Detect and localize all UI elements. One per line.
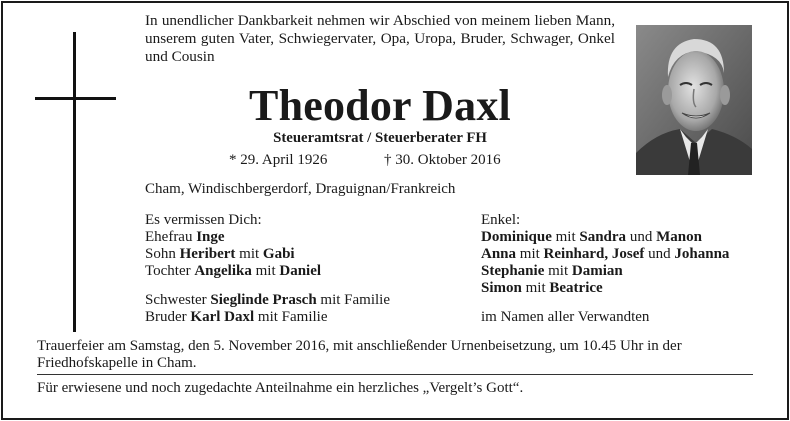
grandchildren-heading: Enkel:	[481, 212, 521, 228]
divider	[37, 374, 753, 375]
mourner-son: Sohn Heribert mit Gabi	[145, 246, 295, 262]
siblings-list	[145, 292, 390, 326]
cross-icon	[73, 32, 76, 332]
grandchild-row: Simon mit Beatrice	[481, 280, 603, 296]
grandchildren-list	[481, 212, 729, 297]
relatives-line: im Namen aller Verwandten	[481, 309, 650, 325]
sibling-brother: Bruder Karl Daxl mit Familie	[145, 309, 328, 325]
intro-text: In unendlicher Dankbarkeit nehmen wir Abschied von meinem lieben Mann, unserem guten Vater, Schwiegervater, Opa, Uropa, Bruder, Schwager, Onkel und Cousin	[145, 12, 615, 65]
cross-icon-bar	[35, 97, 116, 100]
funeral-info: Trauerfeier am Samstag, den 5. November 2016, mit anschließender Urnenbeisetzung, um 10.45 Uhr in der Friedhofskapelle in Cham.	[37, 338, 682, 371]
places: Cham, Windischbergerdorf, Draguignan/Frankreich	[145, 181, 456, 197]
grandchild-row: Anna mit Reinhard, Josef und Johanna	[481, 246, 730, 262]
thanks-text: Für erwiesene und noch zugedachte Anteilnahme ein herzliches „Vergelt’s Gott“.	[37, 380, 524, 396]
deceased-name: Theodor Daxl	[249, 81, 511, 130]
grandchild-row: Dominique mit Sandra und Manon	[481, 229, 702, 245]
mourners-heading: Es vermissen Dich:	[145, 212, 262, 228]
deceased-title: Steueramtsrat / Steuerberater FH	[273, 130, 487, 146]
sibling-sister: Schwester Sieglinde Prasch mit Familie	[145, 292, 391, 308]
birth-date: * 29. April 1926	[229, 152, 328, 168]
grandchild-row: Stephanie mit Damian	[481, 263, 623, 279]
portrait-image	[636, 25, 752, 175]
mourner-wife: Ehefrau Inge	[145, 229, 225, 245]
mourners-list	[145, 212, 321, 280]
death-date: † 30. Oktober 2016	[384, 152, 501, 168]
portrait-photo	[636, 25, 752, 175]
mourner-daughter: Tochter Angelika mit Daniel	[145, 263, 322, 279]
